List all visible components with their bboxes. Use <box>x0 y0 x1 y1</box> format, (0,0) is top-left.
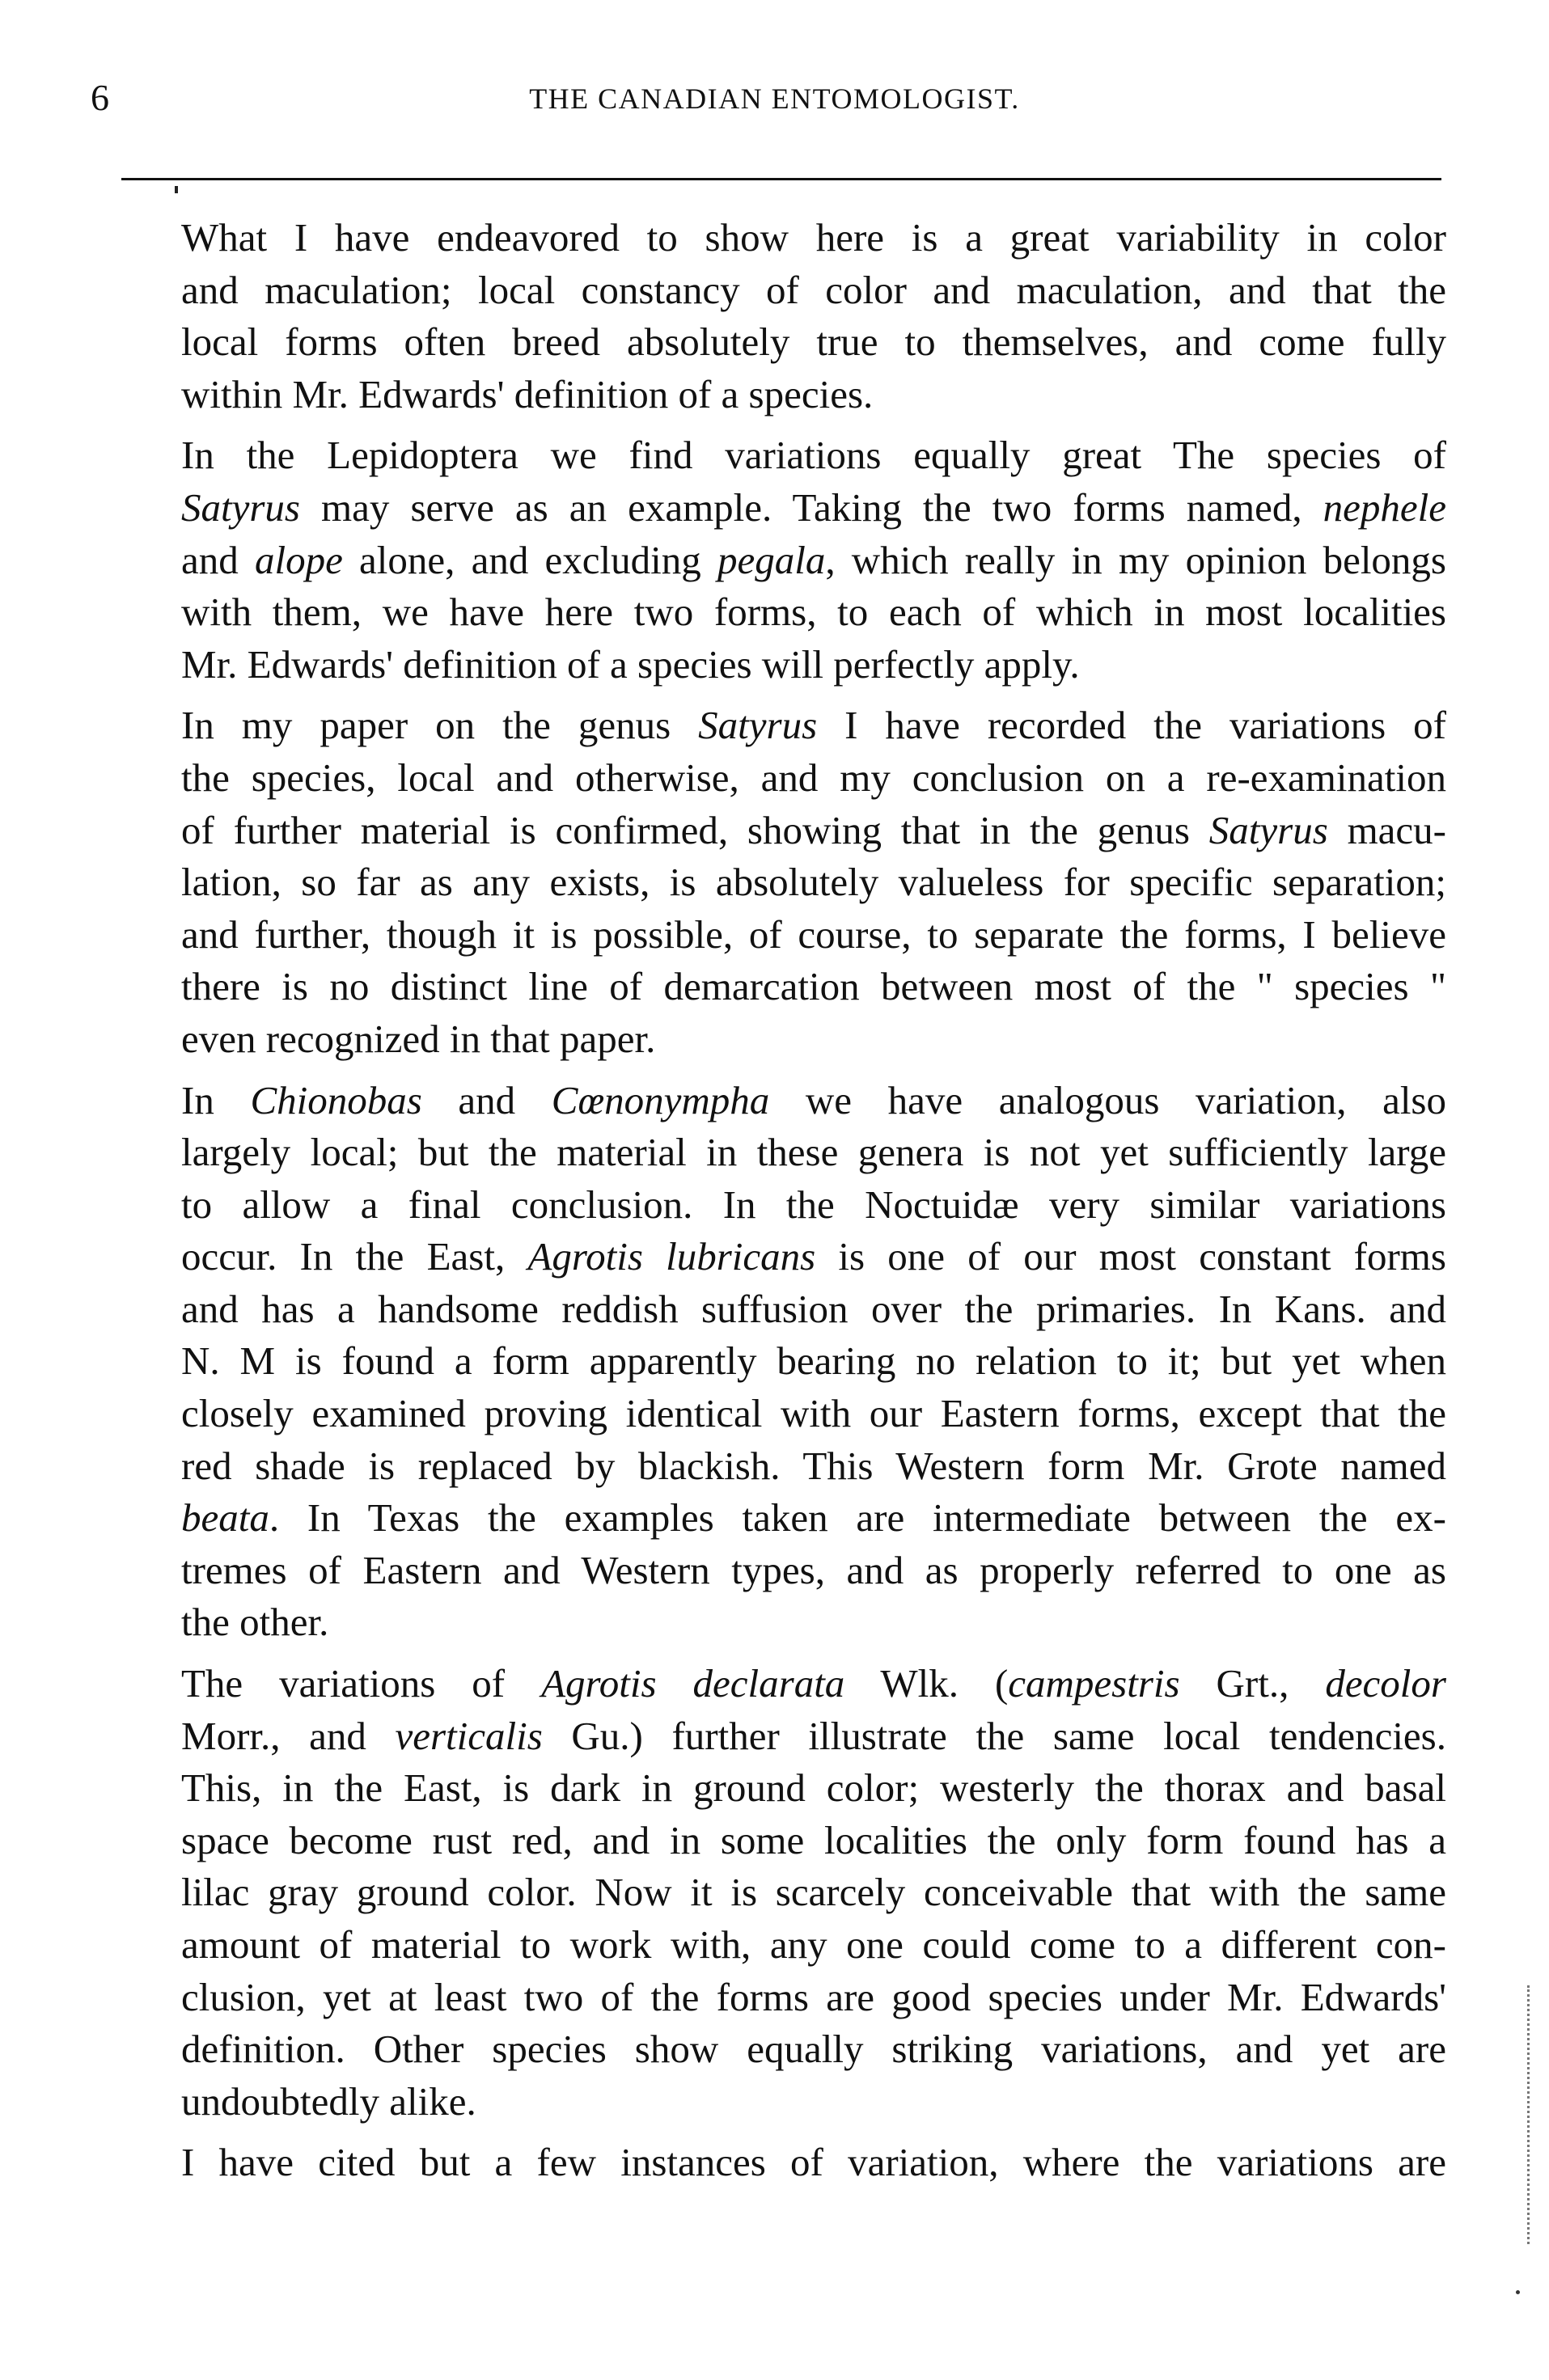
text-line: amount of material to work with, any one could come to a different con- <box>181 1922 1446 1967</box>
taxon-name: verticalis <box>395 1713 543 1758</box>
taxon-name: alope <box>254 537 343 582</box>
text-line: closely examined proving identical with our Eastern forms, except that the <box>181 1391 1446 1436</box>
text-line: and has a handsome reddish suffusion over the primaries. In Kans. and <box>181 1286 1446 1331</box>
text-line: tremes of Eastern and Western types, and as properly referred to one as <box>181 1547 1446 1592</box>
taxon-name: campestris <box>1008 1661 1180 1706</box>
taxon-name: lubricans <box>666 1234 816 1279</box>
paragraph <box>120 429 1446 691</box>
text-line: Satyrus may serve as an example. Taking the two forms named, nephele <box>181 484 1446 530</box>
text-line: local forms often breed absolutely true to themselves, and come fully <box>181 319 1446 365</box>
text-line: What I have endeavored to show here is a great variability in color <box>181 215 1446 260</box>
text-line: and maculation; local constancy of color and maculation, and that the <box>181 267 1446 312</box>
header-rule <box>121 178 1441 180</box>
text-line: and alope alone, and excluding pegala, which really in my opinion belongs <box>181 537 1446 582</box>
taxon-name: decolor <box>1325 1661 1446 1706</box>
print-speck <box>175 186 178 193</box>
text-line: the other. <box>181 1600 329 1645</box>
text-line: and further, though it is possible, of course, to separate the forms, I believe <box>181 911 1446 957</box>
text-line: lilac gray ground color. Now it is scarcely conceivable that with the same <box>181 1870 1446 1915</box>
taxon-name: nephele <box>1323 484 1446 530</box>
text-line: there is no distinct line of demarcation between most of the " species " <box>181 964 1446 1009</box>
text-line: clusion, yet at least two of the forms are good species under Mr. Edwards' <box>181 1974 1446 2019</box>
text-line: In Chionobas and Cœnonympha we have analogous variation, also <box>181 1077 1447 1122</box>
text-line: lation, so far as any exists, is absolutely valueless for specific separation; <box>181 860 1446 905</box>
text-line: beata. In Texas the examples taken are intermediate between the ex- <box>181 1495 1446 1541</box>
text-line: N. M is found a form apparently bearing no relation to it; but yet when <box>181 1338 1446 1384</box>
text-line: even recognized in that paper. <box>181 1016 656 1061</box>
text-line: occur. In the East, Agrotis lubricans is one of our most constant forms <box>181 1234 1446 1279</box>
text-line: definition. Other species show equally striking variations, and yet are <box>181 2027 1446 2072</box>
text-line: red shade is replaced by blackish. This Western form Mr. Grote named <box>181 1443 1446 1488</box>
taxon-name: Agrotis <box>527 1234 643 1279</box>
paragraph <box>120 212 1446 421</box>
text-line: Mr. Edwards' definition of a species will perfectly apply. <box>181 641 1080 687</box>
paragraph <box>120 1658 1446 2128</box>
text-line: of further material is confirmed, showing that in the genus Satyrus macu- <box>181 807 1446 852</box>
taxon-name: pegala <box>717 537 826 582</box>
running-title: THE CANADIAN ENTOMOLOGIST. <box>529 82 1020 115</box>
taxon-name: Cœnonympha <box>551 1077 770 1122</box>
taxon-name: Satyrus <box>1208 807 1328 852</box>
paragraph <box>120 1075 1446 1650</box>
text-line: to allow a final conclusion. In the Noctuidæ very similar variations <box>181 1182 1446 1227</box>
taxon-name: Agrotis <box>541 1661 657 1706</box>
taxon-name: beata <box>181 1495 269 1541</box>
text-line: Morr., and verticalis Gu.) further illustrate the same local tendencies. <box>181 1713 1447 1758</box>
text-line: largely local; but the material in these genera is not yet sufficiently large <box>181 1130 1446 1175</box>
text-line: within Mr. Edwards' definition of a species. <box>181 371 874 416</box>
margin-marks <box>1527 1985 1534 2244</box>
text-line: In the Lepidoptera we find variations equally great The species of <box>181 433 1446 478</box>
text-line: with them, we have here two forms, to each of which in most localities <box>181 590 1446 635</box>
text-line: This, in the East, is dark in ground color; westerly the thorax and basal <box>181 1765 1446 1811</box>
paragraph <box>120 2137 1446 2189</box>
text-line: In my paper on the genus Satyrus I have recorded the variations of <box>181 703 1446 748</box>
text-line: The variations of Agrotis declarata Wlk. (campestris Grt., decolor <box>181 1661 1446 1706</box>
text-line: space become rust red, and in some localities the only form found has a <box>181 1817 1446 1862</box>
print-speck <box>1516 2290 1520 2294</box>
taxon-name: Satyrus <box>181 484 300 530</box>
taxon-name: Satyrus <box>698 703 818 748</box>
text-line: undoubtedly alike. <box>181 2078 476 2124</box>
page-number: 6 <box>91 77 109 118</box>
text-line: I have cited but a few instances of variation, where the variations are <box>181 2140 1446 2185</box>
paragraph <box>120 700 1446 1065</box>
body-text <box>120 212 1446 2189</box>
taxon-name: Chionobas <box>250 1077 422 1122</box>
taxon-name: declarata <box>692 1661 845 1706</box>
text-line: the species, local and otherwise, and my conclusion on a re-examination <box>181 755 1446 800</box>
